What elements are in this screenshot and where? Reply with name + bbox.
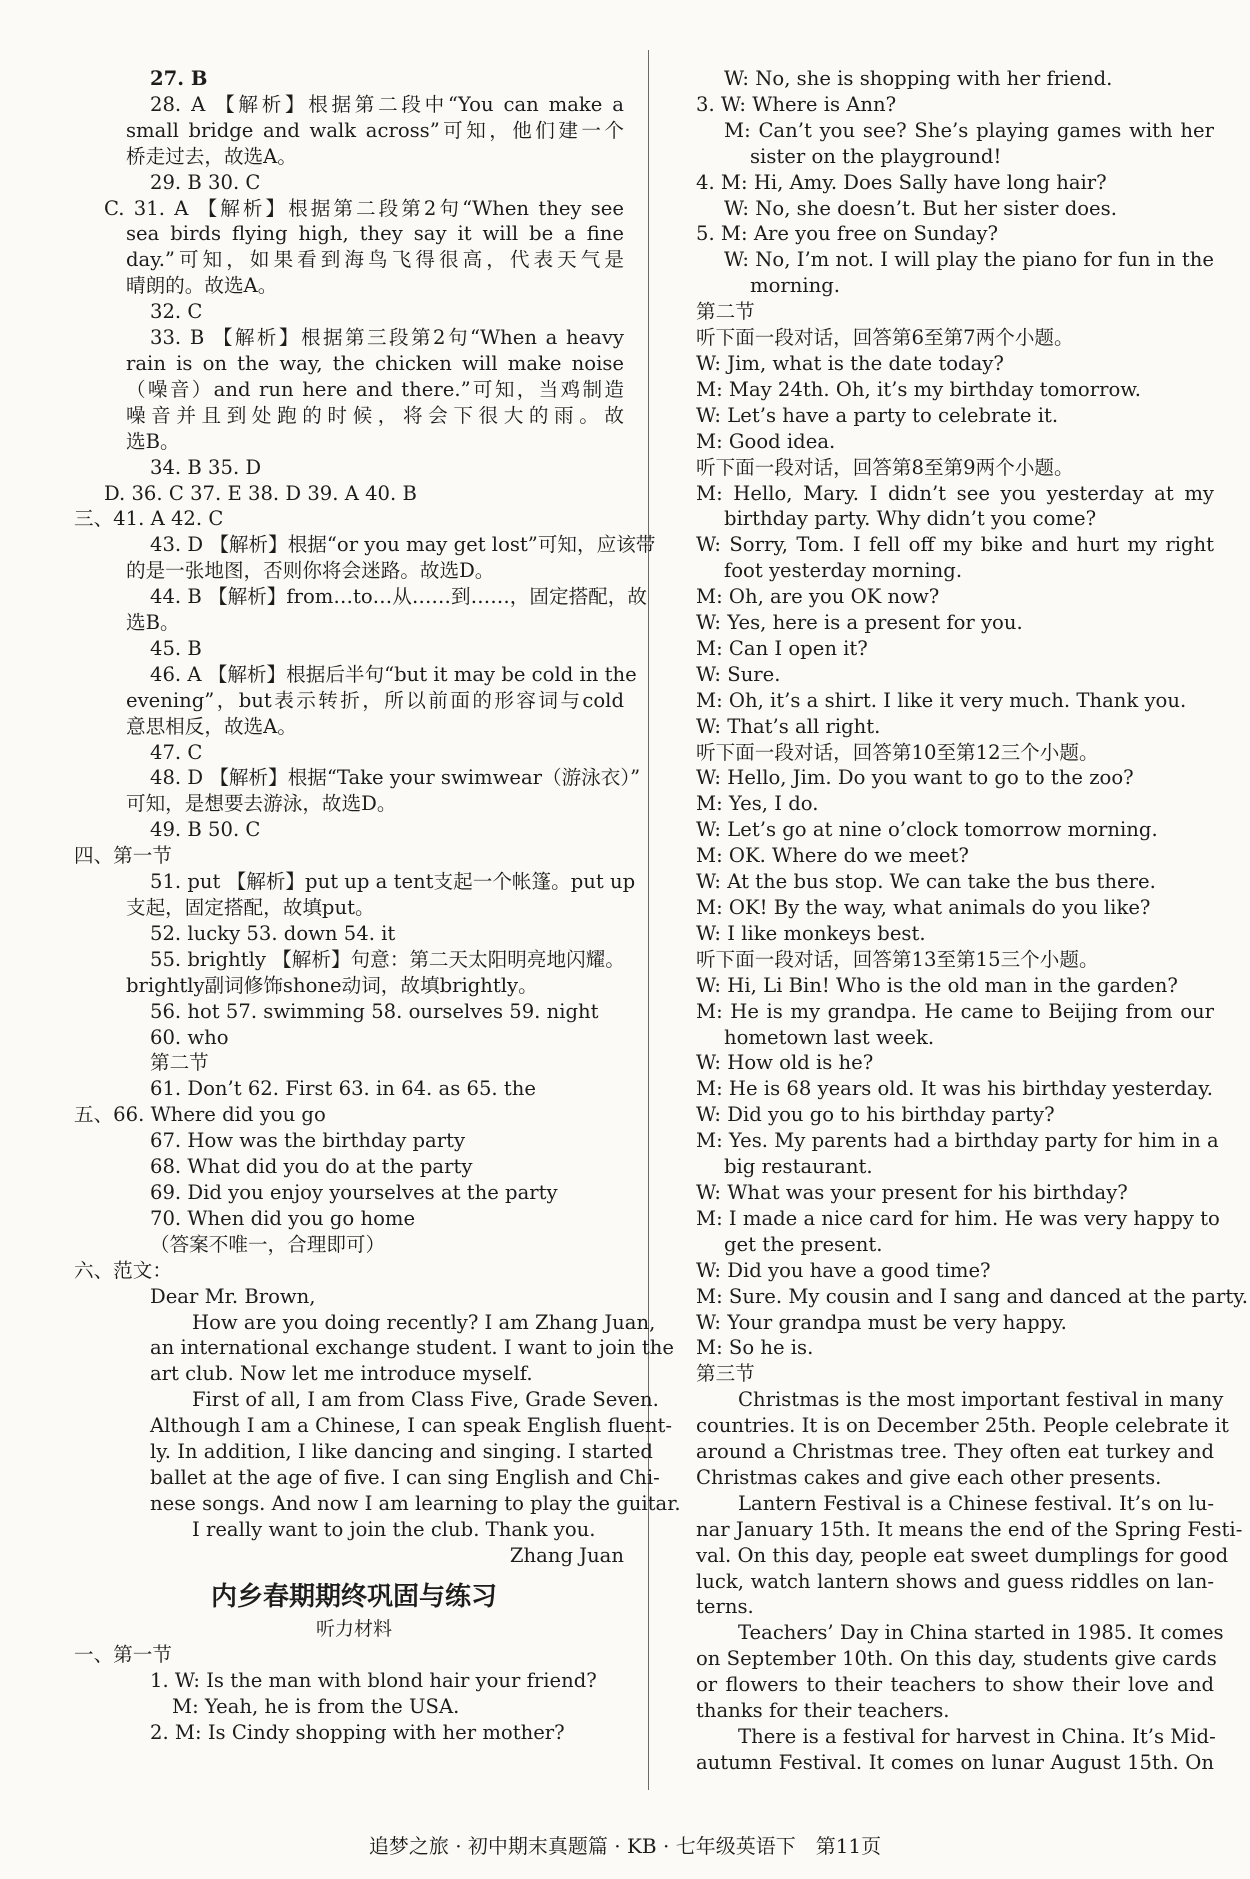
dialogue-line: M: OK. Where do we meet?	[696, 844, 969, 868]
subsection-heading: 第三节	[696, 1362, 755, 1386]
essay-salutation: Dear Mr. Brown,	[150, 1284, 316, 1308]
passage-line: on September 10th. On this day, students give cards	[696, 1647, 1217, 1671]
dialogue-line: big restaurant.	[724, 1155, 873, 1179]
dialogue-line: W: I like monkeys best.	[696, 921, 926, 945]
section-title: 内乡春期期终巩固与练习	[210, 1581, 497, 1612]
dialogue-line: W: Did you go to his birthday party?	[696, 1103, 1055, 1127]
answer-line: 43. D 【解析】根据“or you may get lost”可知，应该带	[150, 533, 656, 557]
answer-line: 49. B 50. C	[150, 818, 261, 842]
answer-line: 47. C	[150, 740, 203, 764]
dialogue-line: W: Did you have a good time?	[696, 1258, 991, 1282]
dialogue-line: W: Let’s go at nine o’clock tomorrow morning.	[696, 818, 1158, 842]
answer-line: 69. Did you enjoy yourselves at the party	[150, 1180, 558, 1204]
dialogue-line: M: Yeah, he is from the USA.	[172, 1695, 460, 1719]
answer-line: 52. lucky 53. down 54. it	[150, 921, 396, 945]
answer-line: C. 31. A 【解析】根据第二段第2句“When they see	[104, 196, 624, 220]
essay-line: First of all, I am from Class Five, Grade Seven.	[192, 1388, 659, 1412]
section-heading: 三、41. A 42. C	[74, 507, 224, 531]
dialogue-line: M: Good idea.	[696, 429, 836, 453]
dialogue-line: W: Let’s have a party to celebrate it.	[696, 403, 1059, 427]
dialogue-line: M: OK! By the way, what animals do you like?	[696, 896, 1151, 919]
answer-line: 意思相反，故选A。	[126, 714, 297, 738]
essay-line: ly. In addition, I like dancing and singing. I started	[150, 1440, 653, 1464]
dialogue-line: M: Yes, I do.	[696, 792, 819, 816]
essay-line: art club. Now let me introduce myself.	[150, 1362, 533, 1386]
column-divider	[648, 50, 649, 1790]
dialogue-line: foot yesterday morning.	[724, 559, 963, 583]
answer-line: （噪音）and run here and there.”可知，当鸡制造	[126, 377, 624, 401]
instruction-line: 听下面一段对话，回答第10至第12三个小题。	[696, 740, 1099, 764]
dialogue-line: M: Yes. My parents had a birthday party for him in a	[696, 1129, 1219, 1153]
answer-line: 可知，是想要去游泳，故选D。	[126, 792, 397, 816]
dialogue-line: W: Your grandpa must be very happy.	[696, 1310, 1067, 1334]
dialogue-line: 5. M: Are you free on Sunday?	[696, 222, 999, 246]
dialogue-line: 2. M: Is Cindy shopping with her mother?	[150, 1721, 565, 1745]
answer-line: 27. B	[150, 67, 208, 90]
dialogue-line: W: No, she doesn’t. But her sister does.	[724, 196, 1117, 220]
passage-line: autumn Festival. It comes on lunar August 15th. On	[696, 1750, 1214, 1774]
answer-line: 51. put 【解析】put up a tent支起一个帐篷。put up	[150, 870, 636, 894]
section-heading: 四、第一节	[74, 844, 172, 868]
answer-line: small bridge and walk across”可知，他们建一个	[126, 118, 624, 142]
dialogue-line: M: Oh, it’s a shirt. I like it very much. Thank you.	[696, 688, 1187, 712]
instruction-line: 听下面一段对话，回答第8至第9两个小题。	[696, 455, 1074, 479]
passage-line: countries. It is on December 25th. People celebrate it	[696, 1414, 1229, 1438]
passage-line: Lantern Festival is a Chinese festival. It’s on lu-	[738, 1491, 1214, 1515]
answer-line: 44. B 【解析】from…to…从……到……，固定搭配，故	[150, 585, 647, 609]
answer-line: 68. What did you do at the party	[150, 1155, 473, 1179]
dialogue-line: W: Jim, what is the date today?	[696, 351, 1004, 375]
passage-line: around a Christmas tree. They often eat turkey and	[696, 1440, 1214, 1464]
essay-line: nese songs. And now I am learning to play the guitar.	[150, 1491, 681, 1515]
answer-line: 33. B 【解析】根据第三段第2句“When a heavy	[150, 326, 624, 350]
answer-line: 67. How was the birthday party	[150, 1129, 466, 1153]
answer-line: 60. who	[150, 1025, 229, 1049]
answer-line: sea birds flying high, they say it will be a fine	[126, 222, 624, 246]
essay-line: Although I am a Chinese, I can speak English fluent-	[150, 1414, 673, 1438]
answer-line: 48. D 【解析】根据“Take your swimwear（游泳衣）”	[150, 766, 641, 790]
dialogue-line: M: Can’t you see? She’s playing games with her	[724, 118, 1214, 142]
answer-line: 55. brightly 【解析】句意：第二天太阳明亮地闪耀。	[150, 947, 625, 971]
dialogue-line: M: So he is.	[696, 1336, 814, 1360]
dialogue-line: M: May 24th. Oh, it’s my birthday tomorrow.	[696, 377, 1141, 401]
passage-line: Christmas is the most important festival in many	[738, 1388, 1224, 1412]
dialogue-line: M: Oh, are you OK now?	[696, 585, 940, 609]
dialogue-line: 1. W: Is the man with blond hair your friend?	[150, 1669, 597, 1693]
essay-line: How are you doing recently? I am Zhang Juan,	[192, 1310, 656, 1334]
passage-line: val. On this day, people eat sweet dumplings for good	[696, 1543, 1229, 1567]
answer-line: 噪音并且到处跑的时候，将会下很大的雨。故	[126, 403, 624, 427]
note-line: （答案不唯一，合理即可）	[150, 1232, 386, 1256]
answer-line: 选B。	[126, 429, 180, 453]
answer-line: 56. hot 57. swimming 58. ourselves 59. night	[150, 999, 599, 1023]
page-footer: 追梦之旅 · 初中期末真题篇 · KB · 七年级英语下 第11页	[368, 1834, 882, 1858]
dialogue-line: W: No, I’m not. I will play the piano for fun in the	[724, 248, 1214, 272]
answer-line: 桥走过去，故选A。	[126, 144, 297, 168]
passage-line: or flowers to their teachers to show their love and	[696, 1673, 1214, 1697]
passage-line: Christmas cakes and give each other presents.	[696, 1465, 1162, 1489]
section-heading: 六、范文：	[74, 1258, 172, 1282]
instruction-line: 听下面一段对话，回答第13至第15三个小题。	[696, 947, 1099, 971]
answer-line: 支起，固定搭配，故填put。	[126, 896, 375, 919]
answer-line: 34. B 35. D	[150, 455, 262, 479]
dialogue-line: M: Can I open it?	[696, 636, 868, 660]
left-column	[74, 66, 681, 1746]
answer-line: 29. B 30. C	[150, 170, 261, 194]
essay-line: ballet at the age of five. I can sing English and Chi-	[150, 1465, 660, 1489]
dialogue-line: M: He is 68 years old. It was his birthday yesterday.	[696, 1077, 1213, 1101]
passage-line: nar January 15th. It means the end of the Spring Festi-	[696, 1517, 1243, 1541]
answer-line: 46. A 【解析】根据后半句“but it may be cold in the	[150, 662, 637, 686]
dialogue-line: W: Sure.	[696, 662, 781, 686]
dialogue-line: M: Sure. My cousin and I sang and danced at the party.	[696, 1284, 1248, 1308]
dialogue-line: 4. M: Hi, Amy. Does Sally have long hair?	[696, 170, 1107, 194]
answer-line: 选B。	[126, 611, 180, 635]
dialogue-line: get the present.	[724, 1232, 883, 1256]
section-heading: 五、66. Where did you go	[74, 1103, 326, 1127]
essay-signature: Zhang Juan	[509, 1543, 624, 1567]
passage-line: luck, watch lantern shows and guess riddles on lan-	[696, 1569, 1214, 1593]
answer-line: 45. B	[150, 636, 202, 660]
dialogue-line: M: He is my grandpa. He came to Beijing from our	[696, 999, 1214, 1023]
dialogue-line: W: Hi, Li Bin! Who is the old man in the garden?	[696, 973, 1178, 997]
answer-line: day.”可知，如果看到海鸟飞得很高，代表天气是	[126, 248, 624, 272]
dialogue-line: W: Hello, Jim. Do you want to go to the zoo?	[696, 766, 1134, 790]
subsection-heading: 第二节	[696, 300, 755, 324]
dialogue-line: W: No, she is shopping with her friend.	[724, 67, 1113, 90]
dialogue-line: W: At the bus stop. We can take the bus there.	[696, 870, 1156, 894]
answer-line: 70. When did you go home	[150, 1206, 416, 1230]
dialogue-line: birthday party. Why didn’t you come?	[724, 507, 1097, 531]
passage-line: Teachers’ Day in China started in 1985. It comes	[738, 1621, 1224, 1645]
dialogue-line: hometown last week.	[724, 1025, 935, 1049]
subsection-heading: 第二节	[150, 1051, 209, 1075]
dialogue-line: W: That’s all right.	[696, 714, 881, 738]
essay-line: I really want to join the club. Thank you.	[192, 1517, 596, 1541]
dialogue-line: M: I made a nice card for him. He was very happy to	[696, 1206, 1220, 1230]
section-heading: 一、第一节	[74, 1643, 172, 1667]
answer-line: brightly副词修饰shone动词，故填brightly。	[126, 973, 538, 997]
dialogue-line: M: Hello, Mary. I didn’t see you yesterday at my	[696, 481, 1214, 505]
dialogue-line: W: How old is he?	[696, 1051, 874, 1075]
dialogue-line: W: Sorry, Tom. I fell off my bike and hurt my right	[696, 533, 1214, 557]
answer-line: 61. Don’t 62. First 63. in 64. as 65. the	[150, 1077, 536, 1101]
right-column	[696, 66, 1248, 1776]
answer-line: rain is on the way, the chicken will make noise	[126, 351, 624, 375]
answer-line: 的是一张地图，否则你将会迷路。故选D。	[126, 559, 495, 583]
dialogue-line: 3. W: Where is Ann?	[696, 92, 897, 116]
dialogue-line: W: What was your present for his birthday?	[696, 1180, 1128, 1204]
dialogue-line: W: Yes, here is a present for you.	[696, 611, 1023, 635]
answer-line: 28. A 【解析】根据第二段中“You can make a	[150, 92, 624, 116]
answer-line: evening”，but表示转折，所以前面的形容词与cold	[126, 688, 624, 712]
instruction-line: 听下面一段对话，回答第6至第7两个小题。	[696, 326, 1074, 350]
passage-line: terns.	[696, 1595, 754, 1619]
answer-line: 晴朗的。故选A。	[126, 274, 278, 298]
answer-line: D. 36. C 37. E 38. D 39. A 40. B	[104, 481, 417, 505]
essay-line: an international exchange student. I want to join the	[150, 1336, 674, 1360]
passage-line: thanks for their teachers.	[696, 1699, 950, 1723]
section-subtitle: 听力材料	[315, 1617, 392, 1640]
passage-line: There is a festival for harvest in China. It’s Mid-	[738, 1725, 1216, 1748]
answer-line: 32. C	[150, 300, 203, 324]
dialogue-line: morning.	[750, 274, 841, 298]
dialogue-line: sister on the playground!	[750, 144, 1002, 168]
